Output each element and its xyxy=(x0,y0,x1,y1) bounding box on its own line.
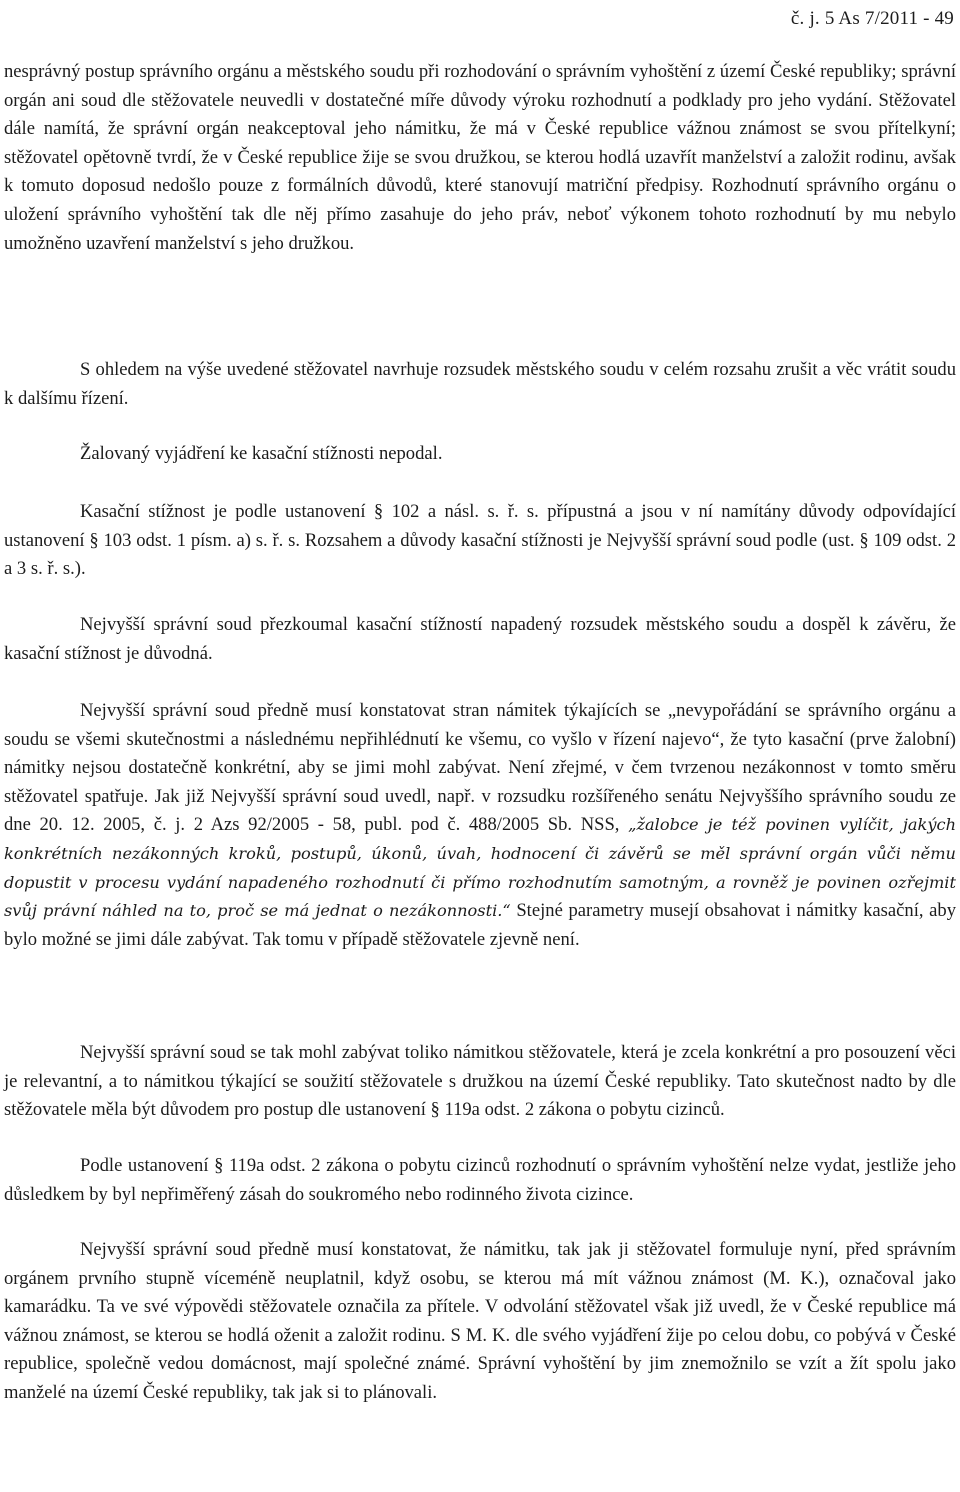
paragraph-facts-assessment: Nejvyšší správní soud předně musí konstatovat, že námitku, tak jak ji stěžovatel formuluje nyní, před správním orgánem prvního stupně víceméně neuplatnil, když osobu, se kterou má mít vážnou známost (M. K.), označoval jako kamarádku. Ta ve své výpovědi stěžovatele označila za přítele. V odvolání stěžovatel však již uvedl, že v České republice má vážnou známost, se kterou se hodlá oženit a založit rodinu. S M. K. dle svého vyjádření žije po celou dobu, co pobývá v České republice, společně vedou domácnost, mají společné známé. Správní vyhoštění by jim znemožnilo se vzít a žít spolu jako manželé na území České republiky, tak jak si to plánovali. xyxy=(4,1239,956,1403)
case-reference: č. j. 5 As 7/2011 - 49 xyxy=(790,8,954,29)
paragraph-legal-provision: Podle ustanovení § 119a odst. 2 zákona o pobytu cizinců rozhodnutí o správním vyhoštění nelze vydat, jestliže jeho důsledkem by byl nepřiměřený zásah do soukromého nebo rodinného života cizince. xyxy=(4,1155,956,1205)
paragraph-admissibility: Kasační stížnost je podle ustanovení § 102 a násl. s. ř. s. přípustná a jsou v ní namítány důvody odpovídající ustanovení § 103 odst. 1 písm. a) s. ř. s. Rozsahem a důvody kasační stížnosti je Nejvyšší správní soud podle (ust. § 109 odst. 2 a 3 s. ř. s.). xyxy=(4,501,956,580)
paragraph-proposal: S ohledem na výše uvedené stěžovatel navrhuje rozsudek městského soudu v celém rozsahu zrušit a věc vrátit soudu k dalšímu řízení. xyxy=(4,359,956,409)
paragraph-review-conclusion: Nejvyšší správní soud přezkoumal kasační stížností napadený rozsudek městského soudu a dospěl k závěru, že kasační stížnost je důvodná. xyxy=(4,614,956,664)
paragraph-objections-assessment xyxy=(4,697,956,954)
paragraph-text: Nejvyšší správní soud předně musí konstatovat stran námitek týkajících se „nevypořádání se správního orgánu a soudu se všemi skutečnostmi a následnému nepřihlédnutí ke všemu, co vyšlo v řízení najevo“, že tyto kasační (prve žalobní) námitky nejsou dostatečně konkrétní, aby se jimi mohl zabývat. Není zřejmé, v čem tvrzenou nezákonnost v tomto směru stěžovatel spatřuje. Jak již Nejvyšší správní soud uvedl, např. v rozsudku rozšířeného senátu Nejvyššího správního soudu ze dne 20. 12. 2005, č. j. 2 Azs 92/2005 - 58, publ. pod č. 488/2005 Sb. NSS, xyxy=(4,700,956,836)
quoted-judgment: „žalobce je též povinen vylíčit, jakých konkrétních nezákonných kroků, postupů, úkonů, úvah, hodnocení či závěrů se měl správní orgán vůči němu dopustit v procesu vydání napadeného rozhodnutí či přímo rozhodnutím samotným, a rovněž je povinen ozřejmit svůj právní náhled na to, proč se má jednat o nezákonnosti.“ xyxy=(4,815,956,921)
paragraph-defendant-statement: Žalovaný vyjádření ke kasační stížnosti nepodal. xyxy=(80,443,443,464)
paragraph-relevant-objection: Nejvyšší správní soud se tak mohl zabývat toliko námitkou stěžovatele, která je zcela konkrétní a pro posouzení věci je relevantní, a to námitkou týkající se soužití stěžovatele s družkou na území České republiky. Tato skutečnost nadto by dle stěžovatele měla být důvodem pro postup dle ustanovení § 119a odst. 2 zákona o pobytu cizinců. xyxy=(4,1042,956,1121)
paragraph-complaint-summary: nesprávný postup správního orgánu a městského soudu při rozhodování o správním vyhoštění z území České republiky; správní orgán ani soud dle stěžovatele neuvedli v dostatečné míře důvody výroku rozhodnutí a podklady pro jeho vydání. Stěžovatel dále namítá, že správní orgán neakceptoval jeho námitku, že má v České republice vážnou známost se svou přítelkyní; stěžovatel opětovně tvrdí, že v České republice žije se svou družkou, se kterou hodlá uzavřít manželství a založit rodinu, avšak k tomuto doposud nedošlo pouze z formálních důvodů, které stanovují matriční předpisy. Rozhodnutí správního orgánu o uložení správního vyhoštění tak dle něj přímo zasahuje do jeho práv, neboť výkonem tohoto rozhodnutí by mu nebylo umožněno uzavření manželství s jeho družkou. xyxy=(4,61,956,254)
document-page xyxy=(4,0,956,1492)
paragraph-text: Stejné parametry musejí obsahovat i námitky kasační, aby bylo možné se jimi dále zabývat. Tak tomu v případě stěžovatele zjevně není. xyxy=(4,900,956,950)
